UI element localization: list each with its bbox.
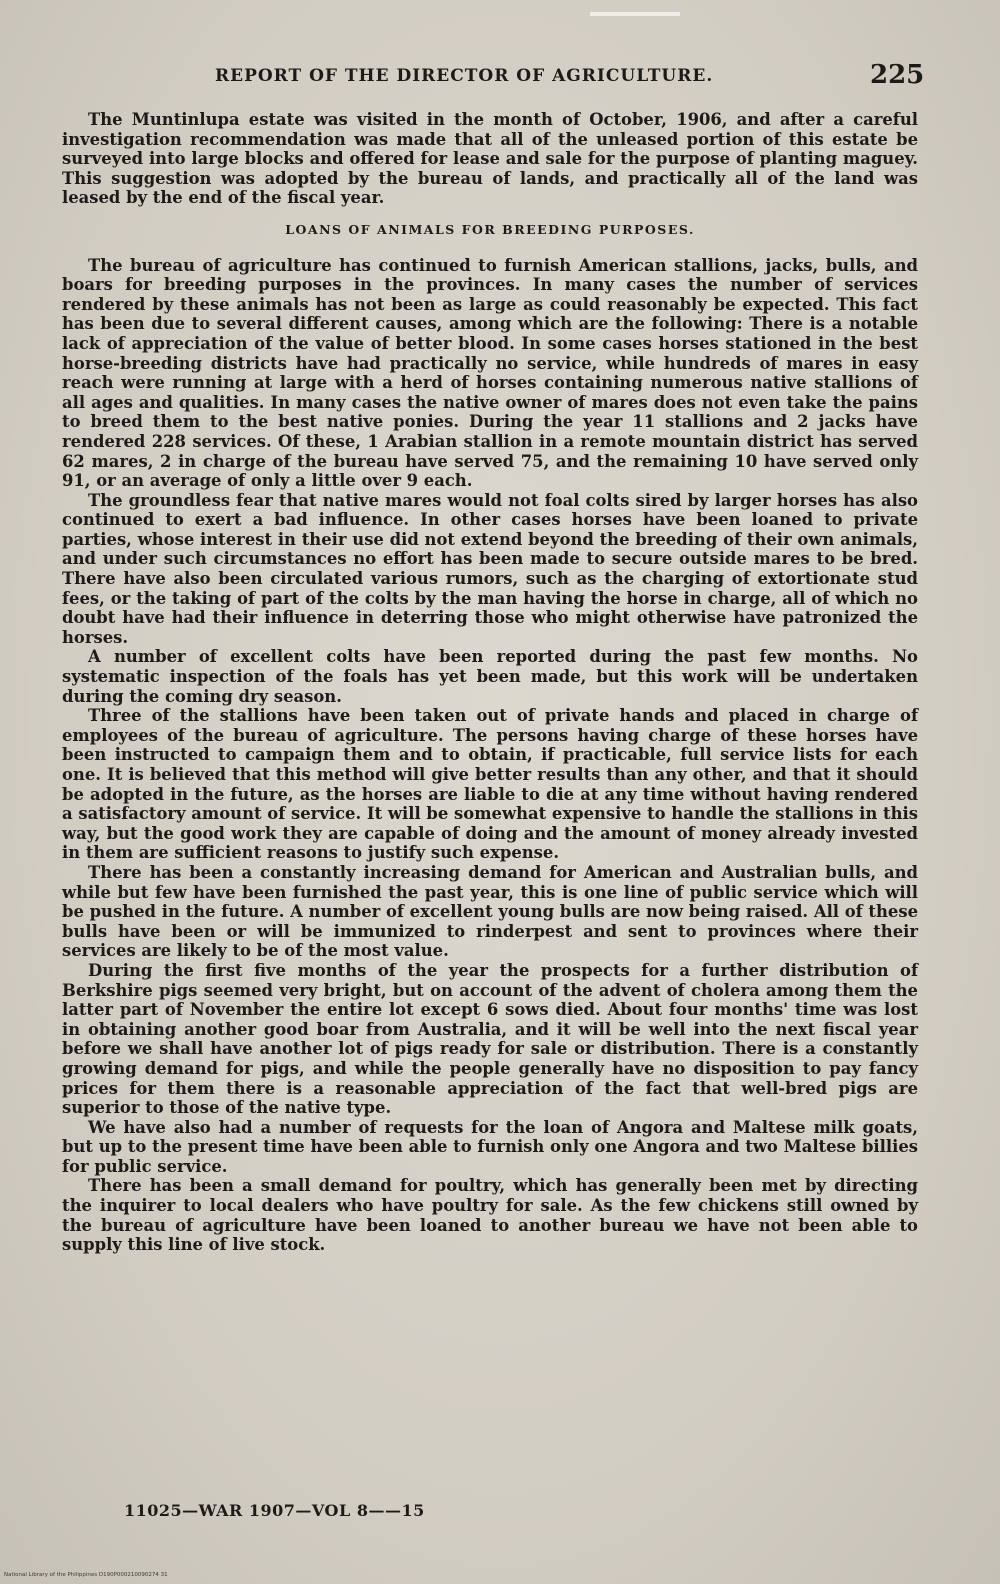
paragraph-groundless-fear: The groundless fear that native mares would not foal colts sired by larger horses has also continued to exert a bad influence. In other cases horses have been loaned to private parties, whose interest in their use did not extend beyond the breeding of their own animals, and under such circumstances no effort has been made to secure outside mares to be bred. There have also been circulated various rumors, such as the charging of extortionate stud fees, or the taking of part of the colts by the man having the horse in charge, all of which no doubt have had their influence in deterring those who might otherwise have patronized the horses. <box>62 490 918 647</box>
paragraph-poultry: There has been a small demand for poultry, which has generally been met by directing the inquirer to local dealers who have poultry for sale. As the few chickens still owned by the bureau of agriculture have been loaned to another bureau we have not been able to supply this line of live stock. <box>62 1176 918 1255</box>
paragraph-muntinlupa: The Muntinlupa estate was visited in the month of October, 1906, and after a careful investigation recommendation was made that all of the unleased portion of this estate be surveyed into large blocks and offered for lease and sale for the purpose of planting maguey. This suggestion was adopted by the bureau of lands, and practically all of the land was leased by the end of the fiscal year. <box>62 110 918 208</box>
paragraph-goats: We have also had a number of requests for the loan of Angora and Maltese milk goats, but up to the present time have been able to furnish only one Angora and two Maltese billies for public service. <box>62 1117 918 1176</box>
paragraph-excellent-colts: A number of excellent colts have been reported during the past few months. No systematic inspection of the foals has yet been made, but this work will be undertaken during the coming dry season. <box>62 647 918 706</box>
paragraph-bulls: There has been a constantly increasing demand for American and Australian bulls, and while but few have been furnished the past year, this is one line of public service which will be pushed in the future. A number of excellent young bulls are now being raised. All of these bulls have been or will be immunized to rinderpest and sent to provinces where their services are likely to be of the most value. <box>62 862 918 961</box>
section-heading: LOANS OF ANIMALS FOR BREEDING PURPOSES. <box>285 221 695 237</box>
page-header <box>0 60 1000 100</box>
footer-signature: 11025—WAR 1907—VOL 8——15 <box>124 1501 425 1520</box>
scan-artifact <box>590 12 680 16</box>
paragraph-berkshire-pigs: During the first five months of the year the prospects for a further distribution of Berkshire pigs seemed very bright, but on account of the advent of cholera among them the latter part of November the entire lot except 6 sows died. About four months' time was lost in obtaining another good boar from Australia, and it will be well into the next fiscal year before we shall have another lot of pigs ready for sale or distribution. There is a constantly growing demand for pigs, and while the people generally have no disposition to pay fancy prices for them there is a reasonable appreciation of the fact that well-bred pigs are superior to those of the native type. <box>62 960 918 1118</box>
body-text <box>62 110 918 1255</box>
running-title: REPORT OF THE DIRECTOR OF AGRICULTURE. <box>215 66 714 86</box>
library-credit: National Library of the Philippines D190P000210090274 31 <box>4 1572 168 1578</box>
page-number: 225 <box>870 60 925 90</box>
paragraph-three-stallions: Three of the stallions have been taken out of private hands and placed in charge of employees of the bureau of agriculture. The persons having charge of these horses have been instructed to campaign them and to obtain, if practicable, full service lists for each one. It is believed that this method will give better results than any other, and that it should be adopted in the future, as the horses are liable to die at any time without having rendered a satisfactory amount of service. It will be somewhat expensive to handle the stallions in this way, but the good work they are capable of doing and the amount of money already invested in them are sufficient reasons to justify such expense. <box>62 706 918 863</box>
paragraph-stallions: The bureau of agriculture has continued to furnish American stallions, jacks, bulls, and boars for breeding purposes in the provinces. In many cases the number of services rendered by these animals has not been as large as could reasonably be expected. This fact has been due to several different causes, among which are the following: There is a notable lack of appreciation of the value of better blood. In some cases horses stationed in the best horse-breeding districts have had practically no service, while hundreds of mares in easy reach were running at large with a herd of horses containing numerous native stallions of all ages and qualities. In many cases the native owner of mares does not even take the pains to breed them to the best native ponies. During the year 11 stallions and 2 jacks have rendered 228 services. Of these, 1 Arabian stallion in a remote mountain district has served 62 mares, 2 in charge of the bureau have served 75, and the remaining 10 have served only 91, or an average of only a little over 9 each. <box>62 255 918 491</box>
